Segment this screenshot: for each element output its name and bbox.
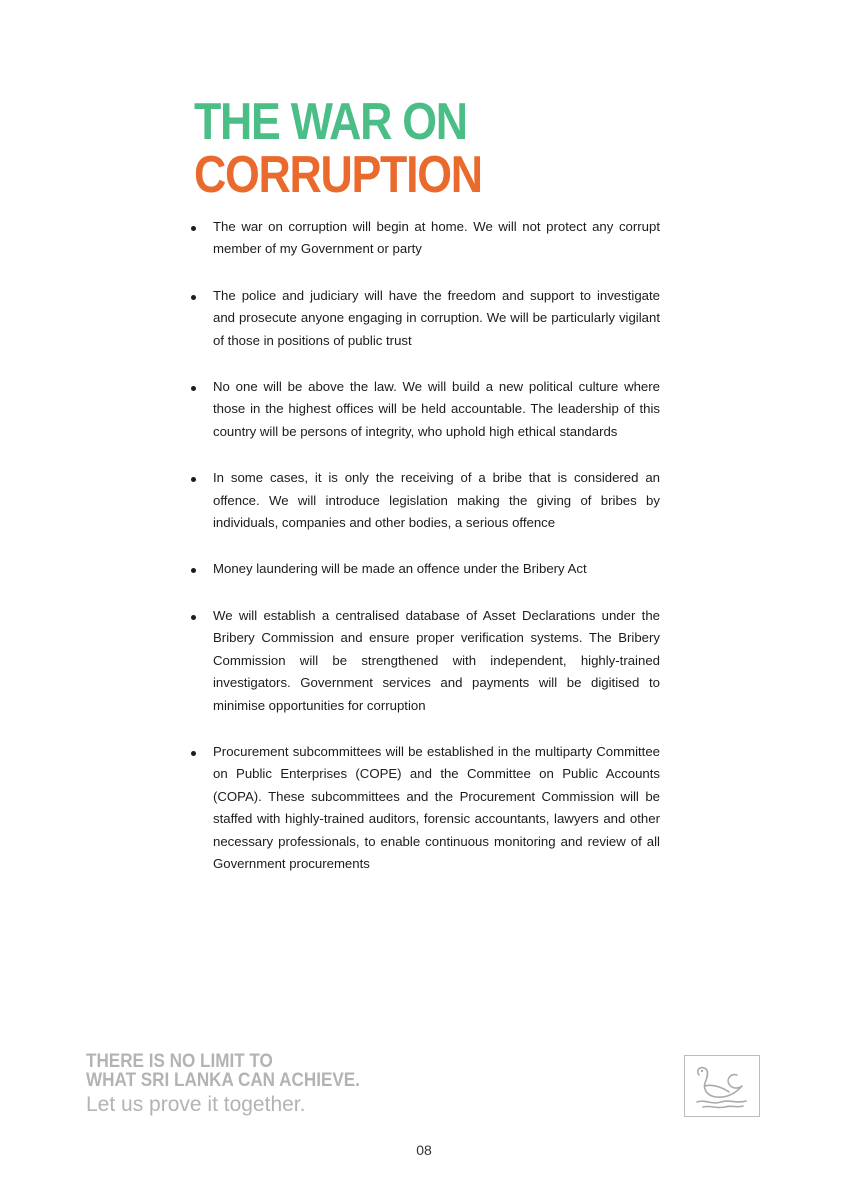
- bullet-item: [190, 285, 660, 352]
- bullet-text: Money laundering will be made an offence under the Bribery Act: [213, 561, 587, 577]
- bullet-text: No one will be above the law. We will build a new political culture where those in the highest offices will be held accountable. The leadership of this country will be persons of integrity, who uphold high ethical standards: [213, 379, 660, 439]
- bullet-text: We will establish a centralised database of Asset Declarations under the Bribery Commission and ensure proper verification systems. The Bribery Commission will be strengthened with independent, highly-trained investigators. Government services and payments will be digitised to minimise opportunities for corruption: [213, 607, 660, 713]
- title-line-2: CORRUPTION: [194, 146, 482, 204]
- policy-bullet-list: [190, 216, 660, 899]
- page-title: [194, 93, 482, 204]
- bullet-dot-icon: [191, 477, 196, 482]
- bullet-text: The police and judiciary will have the freedom and support to investigate and prosecute anyone engaging in corruption. We will be particularly vigilant of those in positions of public trust: [213, 287, 660, 348]
- bullet-text: In some cases, it is only the receiving of a bribe that is considered an offence. We will introduce legislation making the giving of bribes by individuals, companies and other bodies, a serious offence: [213, 470, 660, 531]
- bullet-item: [190, 605, 660, 717]
- bullet-item: [190, 741, 660, 875]
- tagline-line-1: THERE IS NO LIMIT TO: [86, 1051, 273, 1072]
- bullet-item: [190, 467, 660, 534]
- swan-logo: [684, 1055, 760, 1117]
- title-line-1: THE WAR ON: [194, 93, 467, 151]
- bullet-item: [190, 376, 660, 443]
- bullet-dot-icon: [191, 568, 196, 573]
- page-number: 08: [416, 1142, 432, 1158]
- footer-tagline: [86, 1052, 390, 1118]
- bullet-text: The war on corruption will begin at home. We will not protect any corrupt member of my Government or party: [213, 219, 660, 257]
- swan-icon: [685, 1056, 758, 1115]
- bullet-dot-icon: [191, 386, 196, 391]
- bullet-dot-icon: [191, 751, 196, 756]
- bullet-item: [190, 558, 660, 580]
- tagline-line-3: Let us prove it together.: [86, 1093, 306, 1116]
- bullet-dot-icon: [191, 295, 196, 300]
- bullet-dot-icon: [191, 615, 196, 620]
- bullet-dot-icon: [191, 226, 196, 231]
- tagline-line-2: WHAT SRI LANKA CAN ACHIEVE.: [86, 1070, 360, 1091]
- bullet-text: Procurement subcommittees will be established in the multiparty Committee on Public Enterprises (COPE) and the Committee on Public Accounts (COPA). These subcommittees and the Procurement Commission will be staffed with highly-trained auditors, forensic accountants, lawyers and other necessary professionals, to enable continuous monitoring and review of all Government procurements: [213, 743, 660, 871]
- bullet-item: [190, 216, 660, 261]
